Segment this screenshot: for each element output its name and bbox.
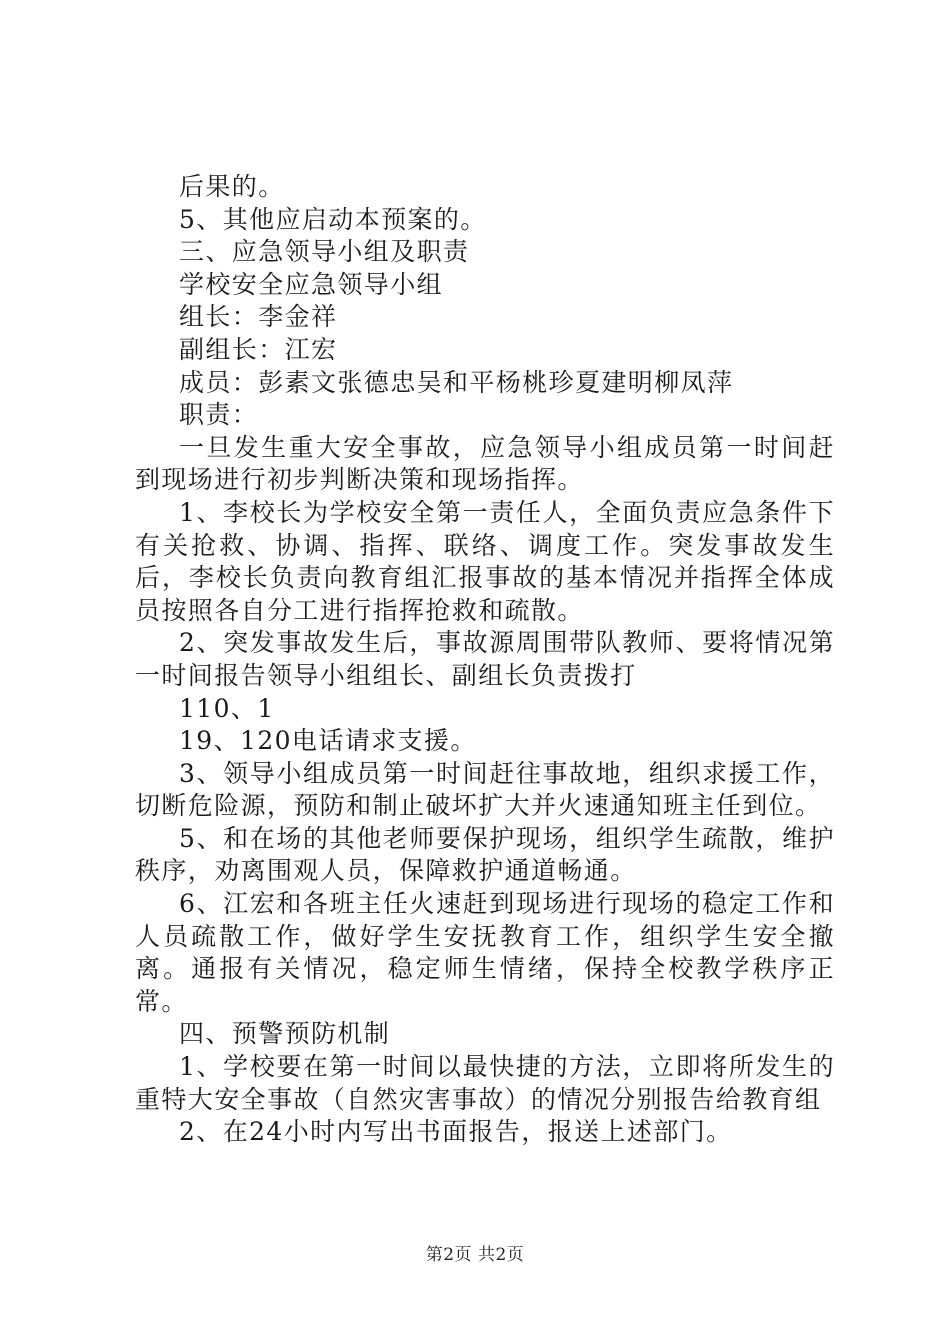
paragraph-duty-5: 5、和在场的其他老师要保护现场，组织学生疏散，维护秩序，劝离围观人员，保障救护通道畅通。 xyxy=(135,823,835,886)
page-number-footer: 第2页 共2页 xyxy=(425,1245,525,1265)
section-heading-4: 四、预警预防机制 xyxy=(179,1019,391,1049)
document-body xyxy=(135,171,835,1149)
paragraph-phone-fragment-2: 19、120电话请求支援。 xyxy=(179,726,477,756)
paragraph-warning-1: 1、学校要在第一时间以最快捷的方法，立即将所发生的重特大安全事故（自然灾害事故）的情况分别报告给教育组 xyxy=(135,1052,835,1114)
group-leader: 组长：李金祥 xyxy=(179,302,338,332)
paragraph-duty-2: 2、突发事故发生后，事故源周围带队教师、要将情况第一时间报告领导小组组长、副组长负责拨打 xyxy=(135,628,835,690)
paragraph-item-5-start-plan: 5、其他应启动本预案的。 xyxy=(179,204,487,234)
duties-label: 职责： xyxy=(179,400,259,430)
section-heading-3: 三、应急领导小组及职责 xyxy=(179,237,470,267)
group-deputy-leader: 副组长：江宏 xyxy=(179,334,338,364)
paragraph-duties-intro: 一旦发生重大安全事故，应急领导小组成员第一时间赶到现场进行初步判断决策和现场指挥。 xyxy=(135,432,835,495)
group-members: 成员：彭素文张德忠吴和平杨桃珍夏建明柳凤萍 xyxy=(179,367,734,397)
paragraph-duty-6: 6、江宏和各班主任火速赶到现场进行现场的稳定工作和人员疏散工作，做好学生安抚教育工作，组织学生安全撤离。通报有关情况，稳定师生情绪，保持全校教学秩序正常。 xyxy=(135,889,835,1016)
paragraph-duty-1: 1、李校长为学校安全第一责任人，全面负责应急条件下有关抢救、协调、指挥、联络、调度工作。突发事故发生后，李校长负责向教育组汇报事故的基本情况并指挥全体成员按照各自分工进行指挥抢救和疏散。 xyxy=(135,497,835,625)
group-title: 学校安全应急领导小组 xyxy=(179,269,444,299)
paragraph-duty-3: 3、领导小组成员第一时间赶往事故地，组织求援工作，切断危险源，预防和制止破坏扩大并火速通知班主任到位。 xyxy=(135,758,835,821)
paragraph-consequence: 后果的。 xyxy=(179,172,285,201)
paragraph-warning-2: 2、在24小时内写出书面报告，报送上述部门。 xyxy=(179,1117,733,1147)
paragraph-phone-fragment-1: 110、1 xyxy=(179,693,275,723)
